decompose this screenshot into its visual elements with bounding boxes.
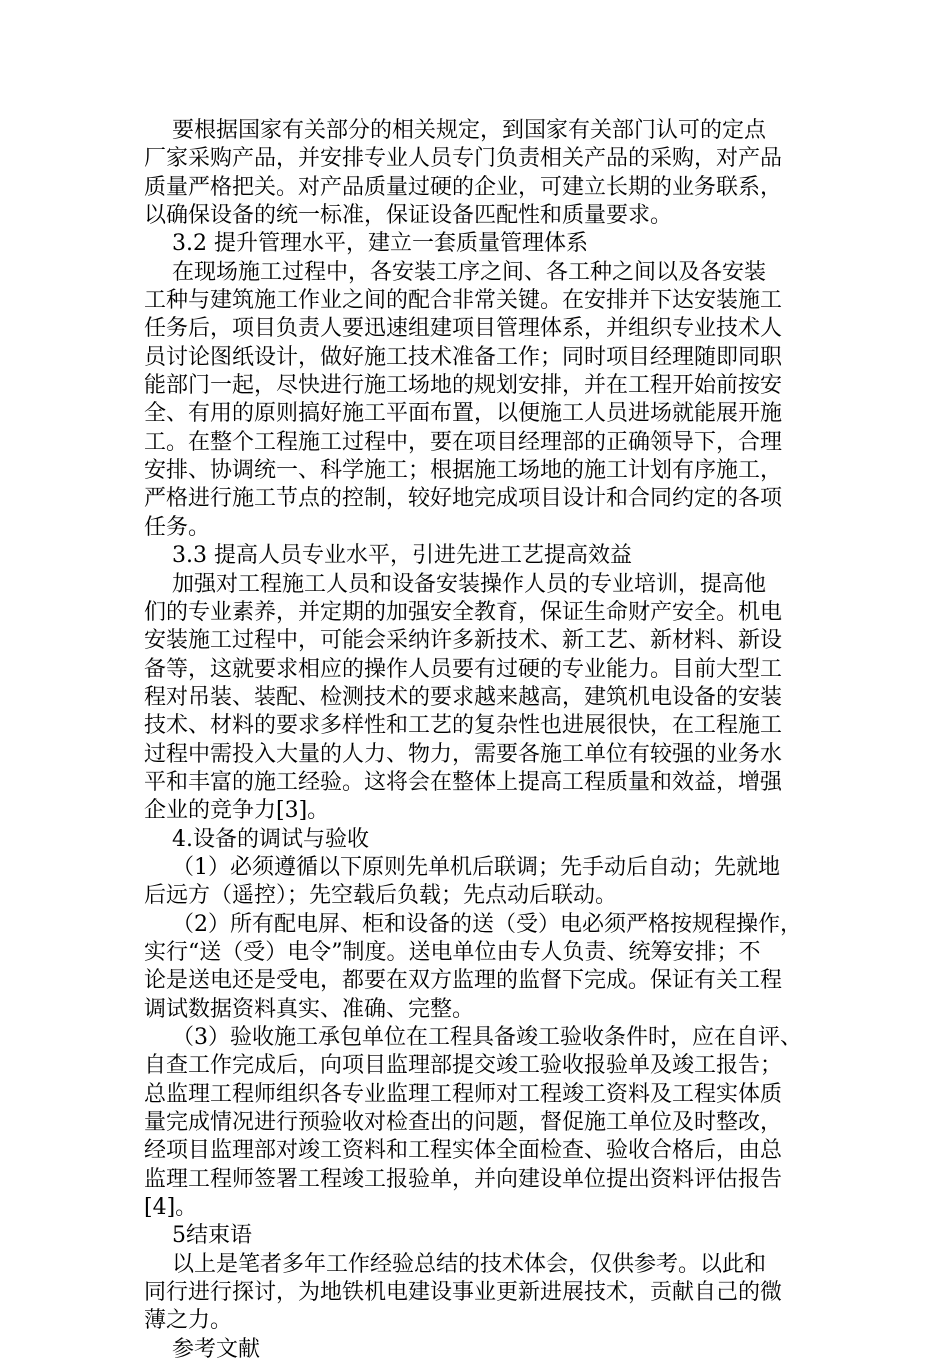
text-line: （1）必须遵循以下原则先单机后联调；先手动后自动；先就地 <box>144 854 780 880</box>
text-line: 量完成情况进行预验收对检查出的问题，督促施工单位及时整改， <box>144 1110 783 1136</box>
text-line: 论是送电还是受电，都要在双方监理的监督下完成。保证有关工程 <box>144 968 783 994</box>
text-line: 经项目监理部对竣工资料和工程实体全面检查、验收合格后，由总 <box>144 1138 783 1164</box>
text-line: 质量严格把关。对产品质量过硬的企业，可建立长期的业务联系， <box>144 174 783 200</box>
text-line: 参考文献 <box>144 1336 260 1362</box>
text-line: 总监理工程师组织各专业监理工程师对工程竣工资料及工程实体质 <box>144 1081 783 1107</box>
text-line: 备等，这就要求相应的操作人员要有过硬的专业能力。目前大型工 <box>144 656 783 682</box>
text-line: 以上是笔者多年工作经验总结的技术体会，仅供参考。以此和 <box>144 1251 766 1277</box>
text-line: 工。在整个工程施工过程中，要在项目经理部的正确领导下，合理 <box>144 429 783 455</box>
text-line: 4.设备的调试与验收 <box>144 826 369 852</box>
text-line: 加强对工程施工人员和设备安装操作人员的专业培训，提高他 <box>144 571 766 597</box>
text-line: 薄之力。 <box>144 1308 233 1334</box>
text-line: 企业的竞争力[3]。 <box>144 798 330 824</box>
text-line: 安装施工过程中，可能会采纳许多新技术、新工艺、新材料、新设 <box>144 628 783 654</box>
text-line: 严格进行施工节点的控制，较好地完成项目设计和合同约定的各项 <box>144 486 783 512</box>
text-line: 以确保设备的统一标准，保证设备匹配性和质量要求。 <box>144 203 673 229</box>
text-line: 技术、材料的要求多样性和工艺的复杂性也进展很快，在工程施工 <box>144 713 783 739</box>
text-line: 同行进行探讨，为地铁机电建设事业更新进展技术，贡献自己的微 <box>144 1280 783 1306</box>
text-line: 调试数据资料真实、准确、完整。 <box>144 996 475 1022</box>
text-line: 员讨论图纸设计，做好施工技术准备工作；同时项目经理随即同职 <box>144 344 783 370</box>
text-line: 程对吊装、装配、检测技术的要求越来越高，建筑机电设备的安装 <box>144 684 783 710</box>
text-line: 监理工程师签署工程竣工报验单，并向建设单位提出资料评估报告 <box>144 1166 783 1192</box>
text-line: （2）所有配电屏、柜和设备的送（受）电必须严格按规程操作， <box>144 911 802 937</box>
text-line: 5结束语 <box>144 1223 252 1249</box>
text-line: 厂家采购产品，并安排专业人员专门负责相关产品的采购，对产品 <box>144 146 783 172</box>
text-line: （3）验收施工承包单位在工程具备竣工验收条件时，应在自评、 <box>144 1025 802 1050</box>
text-line: 任务后，项目负责人要迅速组建项目管理体系，并组织专业技术人 <box>144 316 783 342</box>
text-line: [4]。 <box>144 1195 198 1221</box>
text-line: 实行“送（受）电令”制度。送电单位由专人负责、统筹安排；不 <box>144 939 761 965</box>
text-line: 们的专业素养，并定期的加强安全教育，保证生命财产安全。机电 <box>144 599 783 625</box>
text-line: 3.3 提高人员专业水平，引进先进工艺提高效益 <box>144 543 632 569</box>
text-line: 要根据国家有关部分的相关规定，到国家有关部门认可的定点 <box>144 118 766 143</box>
text-line: 全、有用的原则搞好施工平面布置，以便施工人员进场就能展开施 <box>144 401 783 427</box>
text-line: 自查工作完成后，向项目监理部提交竣工验收报验单及竣工报告； <box>144 1053 783 1079</box>
text-line: 工种与建筑施工作业之间的配合非常关键。在安排并下达安装施工 <box>144 288 783 314</box>
text-line: 安排、协调统一、科学施工；根据施工场地的施工计划有序施工， <box>144 458 783 484</box>
text-line: 后远方（遥控）；先空载后负载；先点动后联动。 <box>144 883 618 909</box>
text-line: 平和丰富的施工经验。这将会在整体上提高工程质量和效益，增强 <box>144 769 783 795</box>
document-body <box>144 117 824 1364</box>
text-line: 能部门一起，尽快进行施工场地的规划安排，并在工程开始前按安 <box>144 373 783 399</box>
text-line: 过程中需投入大量的人力、物力，需要各施工单位有较强的业务水 <box>144 741 783 767</box>
text-line: 任务。 <box>144 514 211 540</box>
text-line: 在现场施工过程中，各安装工序之间、各工种之间以及各安装 <box>144 259 766 285</box>
text-line: 3.2 提升管理水平，建立一套质量管理体系 <box>144 231 588 257</box>
